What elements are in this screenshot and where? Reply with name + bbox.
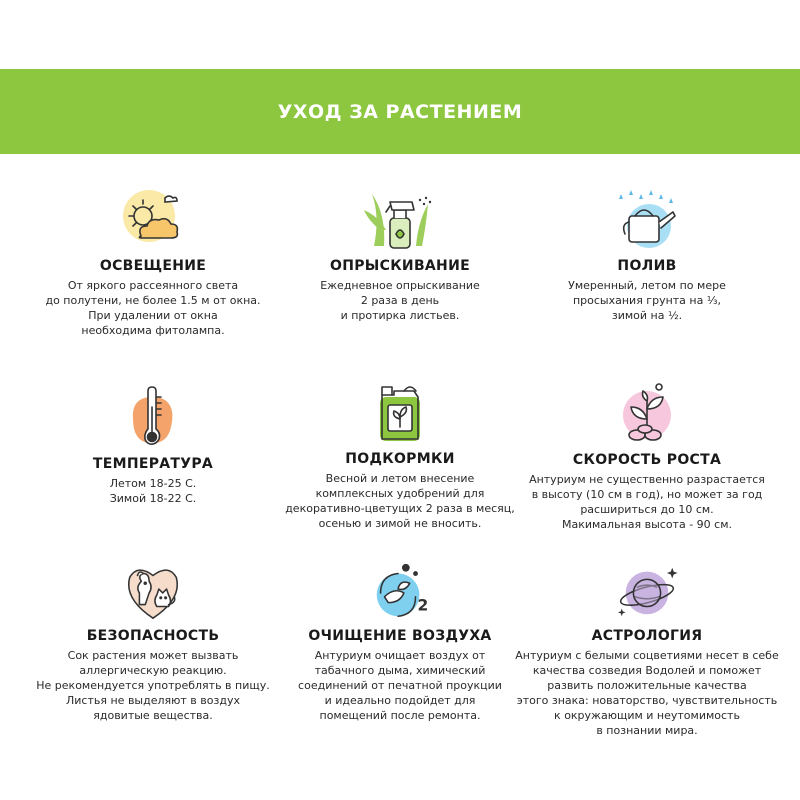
card-text: Весной и летом внесение комплексных удобрений для декоративно-цветущих 2 раза в месяц, осенью и зимой не вносить. bbox=[285, 472, 515, 530]
card-text: От яркого рассеянного света до полутени, не более 1.5 м от окна. При удалении от окна необходима фитолампа. bbox=[45, 279, 261, 337]
card-text: Умеренный, летом по мере просыхания грунта на ⅓, зимой на ½. bbox=[568, 279, 726, 322]
page-title: УХОД ЗА РАСТЕНИЕМ bbox=[277, 100, 523, 123]
pets-icon bbox=[113, 558, 193, 624]
watering-can-icon bbox=[607, 186, 687, 254]
header-banner bbox=[0, 69, 800, 154]
care-card-astrology bbox=[502, 558, 792, 738]
card-title: ПОЛИВ bbox=[617, 258, 677, 274]
card-title: АСТРОЛОГИЯ bbox=[591, 628, 703, 644]
card-text: Антуриум не существенно разрастается в высоту (10 см в год), но может за год расшириться до 10 см. Макимальная высота - 90 см. bbox=[529, 473, 765, 531]
card-text: Сок растения может вызвать аллергическую реакцию. Не рекомендуется употреблять в пищу. Листья не выделяют в воздух ядовитые вещества. bbox=[36, 649, 270, 722]
care-card-watering bbox=[502, 186, 792, 323]
card-title: ТЕМПЕРАТУРА bbox=[92, 456, 214, 472]
card-title: ОПРЫСКИВАНИЕ bbox=[330, 258, 470, 274]
card-text: Антуриум с белыми соцветиями несет в себе качества созведия Водолей и поможет развить положительные качества этого знака: новаторство, чувствительность к окружающим и неутомимость в познании мира. bbox=[515, 649, 779, 737]
card-text: Летом 18-25 С. Зимой 18-22 С. bbox=[109, 477, 197, 505]
planet-icon bbox=[607, 558, 687, 624]
air-purification-icon bbox=[360, 558, 440, 624]
care-card-growth-rate bbox=[502, 378, 792, 532]
thermometer-icon bbox=[113, 382, 193, 452]
spray-bottle-icon bbox=[360, 186, 440, 254]
card-title: БЕЗОПАСНОСТЬ bbox=[86, 628, 220, 644]
card-title: ПОДКОРМКИ bbox=[345, 451, 455, 467]
fertilizer-canister-icon bbox=[360, 375, 440, 447]
card-text: Ежедневное опрыскивание 2 раза в день и протирка листьев. bbox=[320, 279, 480, 322]
sprout-icon bbox=[607, 378, 687, 448]
card-title: ОЧИЩЕНИЕ ВОЗДУХА bbox=[308, 628, 492, 644]
card-title: ОСВЕЩЕНИЕ bbox=[99, 258, 207, 274]
svg-text:2: 2 bbox=[417, 596, 429, 615]
sun-cloud-icon bbox=[113, 186, 193, 254]
card-text: Антуриум очищает воздух от табачного дыма, химический соединений от печатной проукции и идеально подойдет для помещений после ремонта. bbox=[298, 649, 502, 722]
card-title: СКОРОСТЬ РОСТА bbox=[572, 452, 722, 468]
